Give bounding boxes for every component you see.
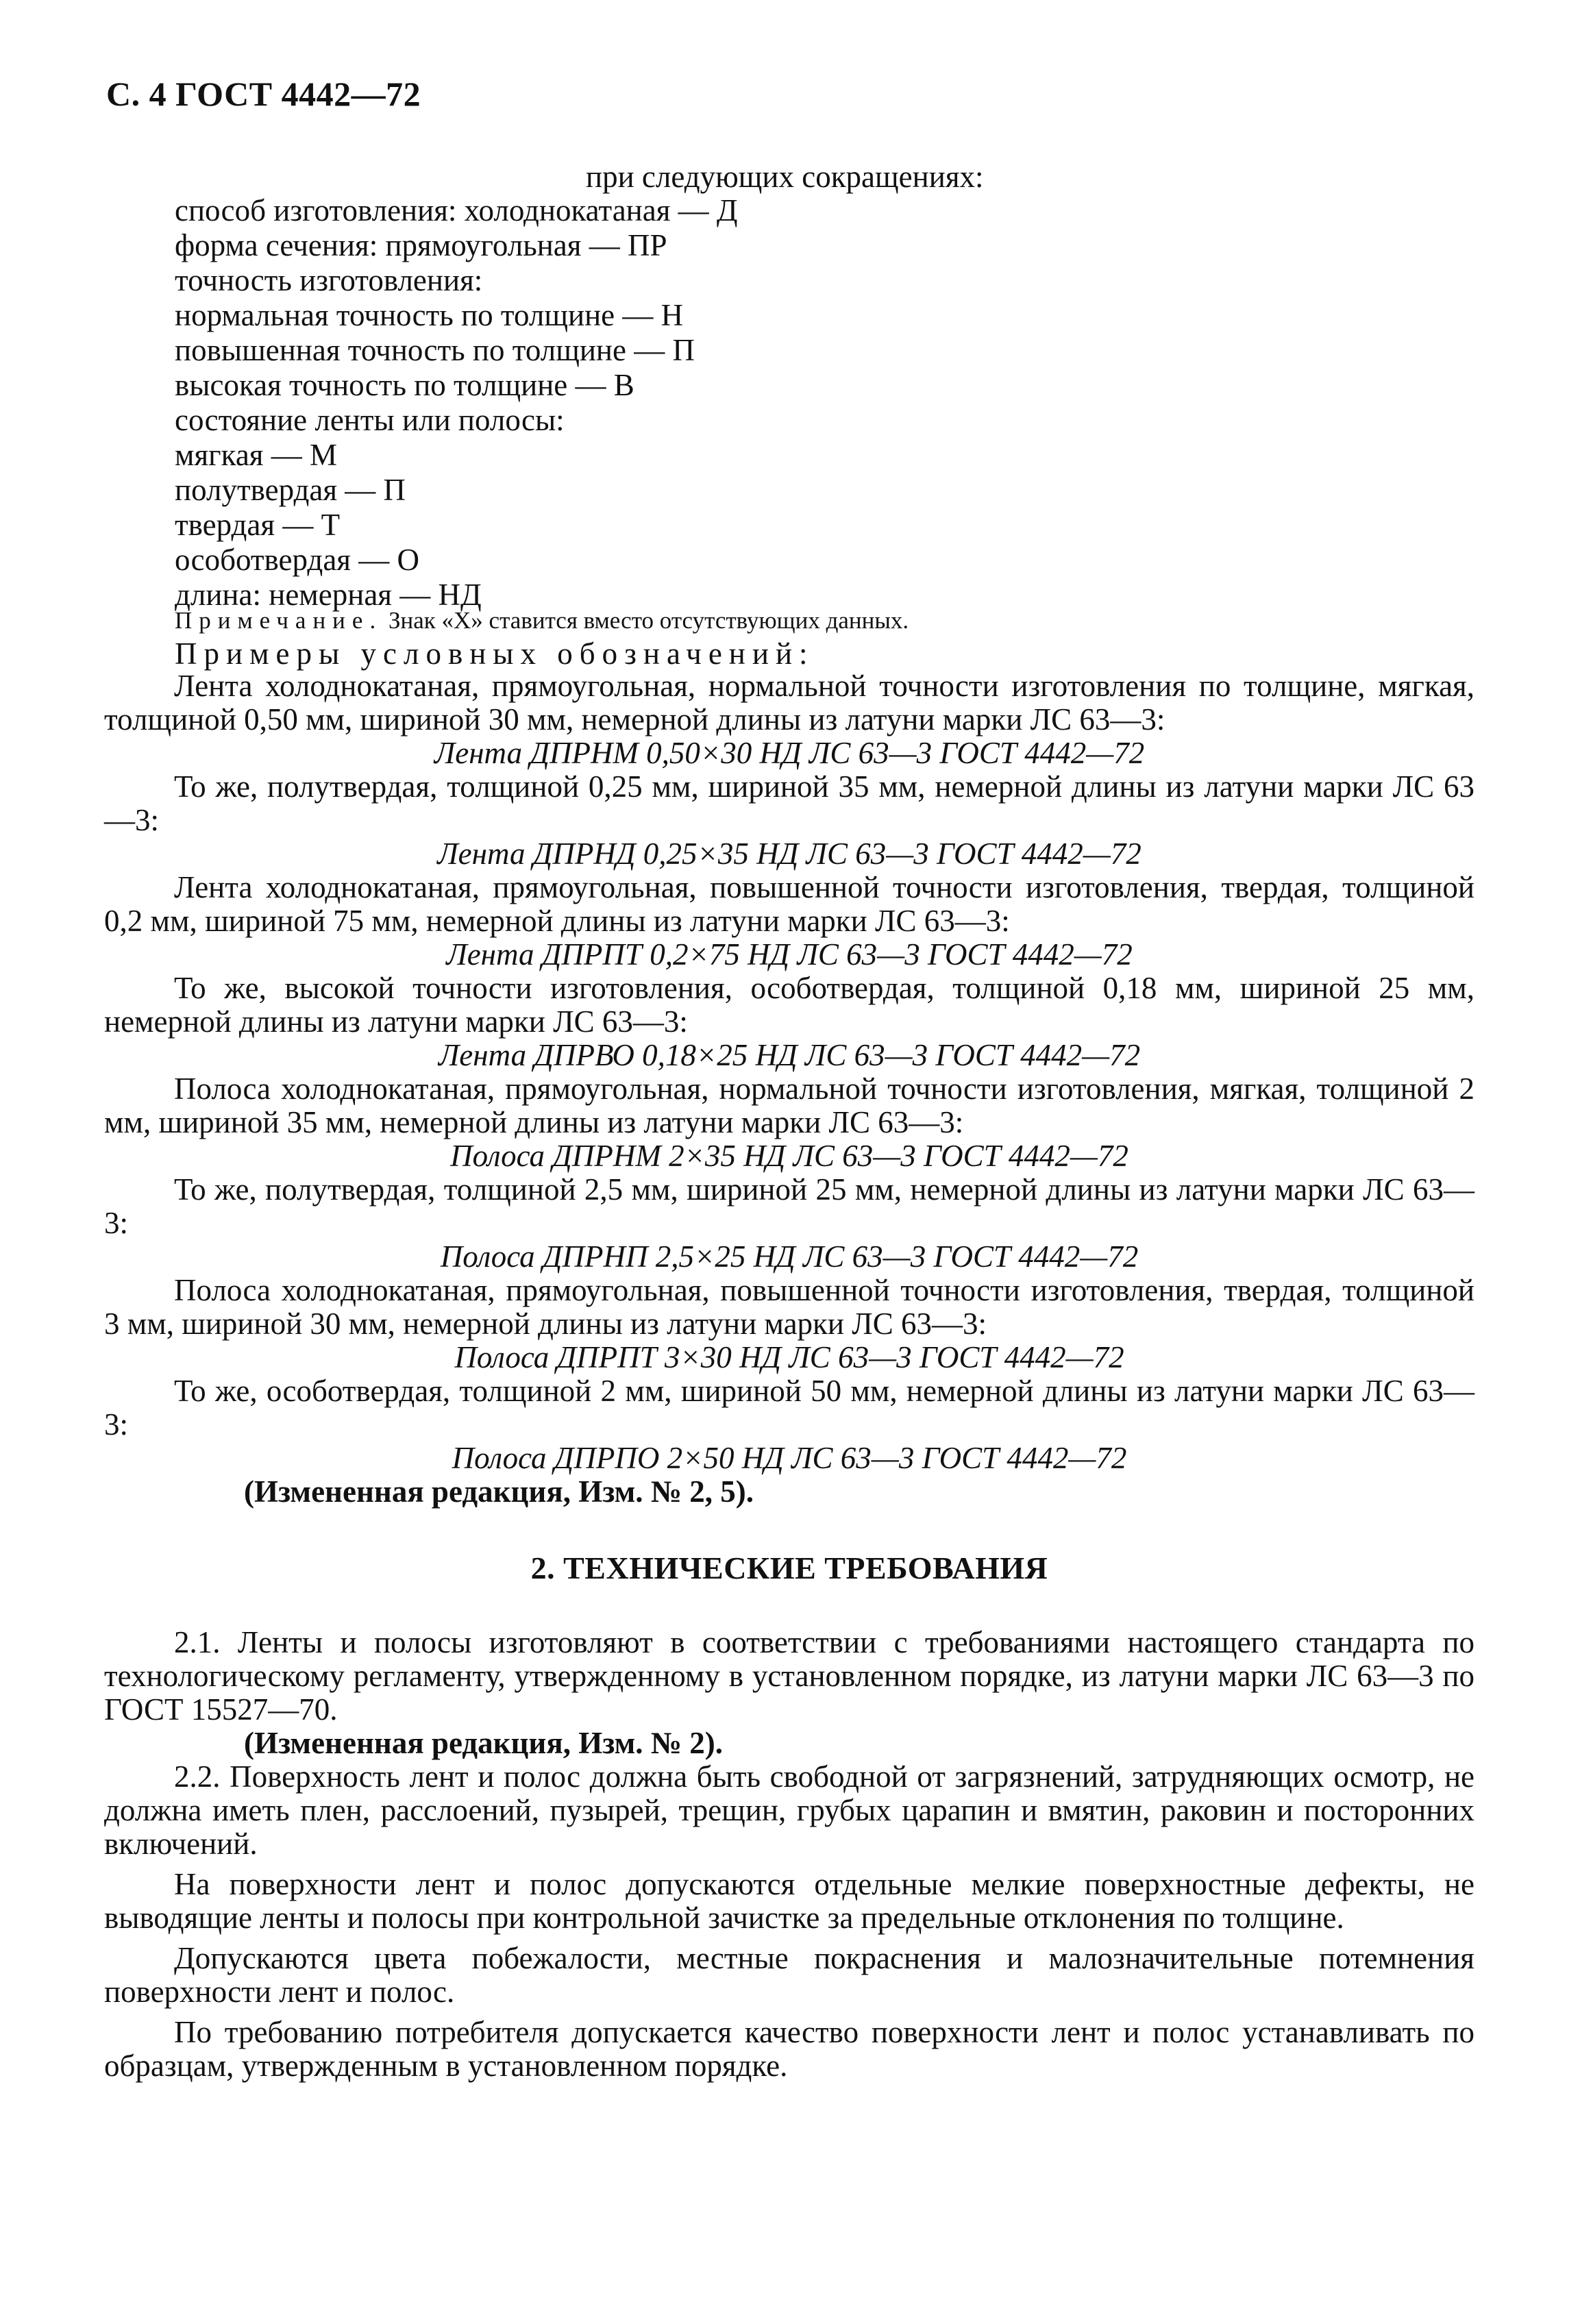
example-designation: Лента ДПРВО 0,18×25 НД ЛС 63—3 ГОСТ 4442—72: [438, 1038, 1141, 1072]
abbreviation-item: повышенная точность по толщине — П: [175, 333, 695, 367]
example-designation: Лента ДПРНД 0,25×35 НД ЛС 63—3 ГОСТ 4442—72: [437, 837, 1141, 871]
paragraph: По требованию потребителя допускается качество поверхности лент и полос устанавливать по образцам, утвержденным в установленном порядке.: [104, 2015, 1474, 2083]
edit-note: (Измененная редакция, Изм. № 2, 5).: [244, 1474, 754, 1509]
abbreviation-item: мягкая — М: [175, 438, 337, 472]
paragraph: Допускаются цвета побежалости, местные покраснения и малозначительные потемнения поверхности лент и полос.: [104, 1941, 1474, 2009]
section-title: 2. ТЕХНИЧЕСКИЕ ТРЕБОВАНИЯ: [530, 1550, 1048, 1585]
example-text: Полоса холоднокатаная, прямоугольная, нормальной точности изготовления, мягкая, толщиной 2 мм, шириной 35 мм, немерной длины из латуни марки ЛС 63—3:: [104, 1072, 1474, 1139]
edit-note: (Измененная редакция, Изм. № 2).: [244, 1726, 724, 1760]
abbreviation-item: способ изготовления: холоднокатаная — Д: [175, 193, 738, 227]
paragraph: На поверхности лент и полос допускаются отдельные мелкие поверхностные дефекты, не выводящие ленты и полосы при контрольной зачистке за предельные отклонения по толщине.: [104, 1867, 1474, 1935]
note-text: Знак «Х» ставится вместо отсутствующих данных.: [388, 607, 909, 634]
abbreviation-item: твердая — Т: [175, 508, 341, 542]
abbreviation-list: [175, 193, 738, 613]
abbreviation-item: высокая точность по толщине — В: [175, 368, 634, 402]
example-designation: Лента ДПРПТ 0,2×75 НД ЛС 63—3 ГОСТ 4442—72: [446, 937, 1133, 972]
abbreviation-item: длина: немерная — НД: [175, 578, 482, 612]
examples-title: Примеры условных обозначений:: [175, 636, 815, 671]
example-designation: Полоса ДПРНП 2,5×25 НД ЛС 63—3 ГОСТ 4442—72: [440, 1239, 1139, 1274]
example-text: Лента холоднокатаная, прямоугольная, нормальной точности изготовления по толщине, мягкая, толщиной 0,50 мм, шириной 30 мм, немерной длины из латуни марки ЛС 63—3:: [104, 669, 1474, 737]
examples-and-section: [104, 669, 1474, 2083]
paragraph-2-1: 2.1. Ленты и полосы изготовляют в соответствии с требованиями настоящего стандарта по технологическому регламенту, утвержденному в установленном порядке, из латуни марки ЛС 63—3 по ГОСТ 15527—70.: [104, 1625, 1474, 1727]
intro-line: при следующих сокращениях:: [586, 160, 984, 194]
abbreviation-item: точность изготовления:: [175, 263, 483, 297]
example-designation: Полоса ДПРПТ 3×30 НД ЛС 63—3 ГОСТ 4442—72: [454, 1340, 1124, 1374]
paragraph-2-2: 2.2. Поверхность лент и полос должна быть свободной от загрязнений, затрудняющих осмотр, не должна иметь плен, расслоений, пузырей, трещин, грубых царапин и вмятин, раковин и посторонних включений.: [104, 1759, 1474, 1861]
page-header: С. 4 ГОСТ 4442—72: [106, 75, 421, 113]
example-text: Лента холоднокатаная, прямоугольная, повышенной точности изготовления, твердая, толщиной 0,2 мм, шириной 75 мм, немерной длины из латуни марки ЛС 63—3:: [104, 870, 1474, 938]
example-designation: Полоса ДПРПО 2×50 НД ЛС 63—3 ГОСТ 4442—72: [452, 1441, 1127, 1475]
example-text: То же, полутвердая, толщиной 0,25 мм, шириной 35 мм, немерной длины из латуни марки ЛС 63—3:: [104, 769, 1474, 837]
example-text: То же, полутвердая, толщиной 2,5 мм, шириной 25 мм, немерной длины из латуни марки ЛС 63—3:: [104, 1172, 1474, 1240]
note: [175, 607, 909, 634]
note-label: Примечание.: [175, 607, 383, 634]
example-designation: Лента ДПРНМ 0,50×30 НД ЛС 63—3 ГОСТ 4442—72: [434, 736, 1145, 770]
abbreviation-item: состояние ленты или полосы:: [175, 403, 565, 437]
example-text: То же, особотвердая, толщиной 2 мм, шириной 50 мм, немерной длины из латуни марки ЛС 63—3:: [104, 1374, 1474, 1442]
abbreviation-item: полутвердая — П: [175, 473, 406, 507]
abbreviation-item: нормальная точность по толщине — Н: [175, 298, 684, 332]
example-designation: Полоса ДПРНМ 2×35 НД ЛС 63—3 ГОСТ 4442—72: [450, 1139, 1128, 1173]
abbreviation-item: особотвердая — О: [175, 543, 419, 577]
example-text: Полоса холоднокатаная, прямоугольная, повышенной точности изготовления, твердая, толщиной 3 мм, шириной 30 мм, немерной длины из латуни марки ЛС 63—3:: [104, 1273, 1474, 1341]
abbreviation-item: форма сечения: прямоугольная — ПР: [175, 228, 667, 262]
example-text: То же, высокой точности изготовления, особотвердая, толщиной 0,18 мм, шириной 25 мм, немерной длины из латуни марки ЛС 63—3:: [104, 971, 1474, 1039]
